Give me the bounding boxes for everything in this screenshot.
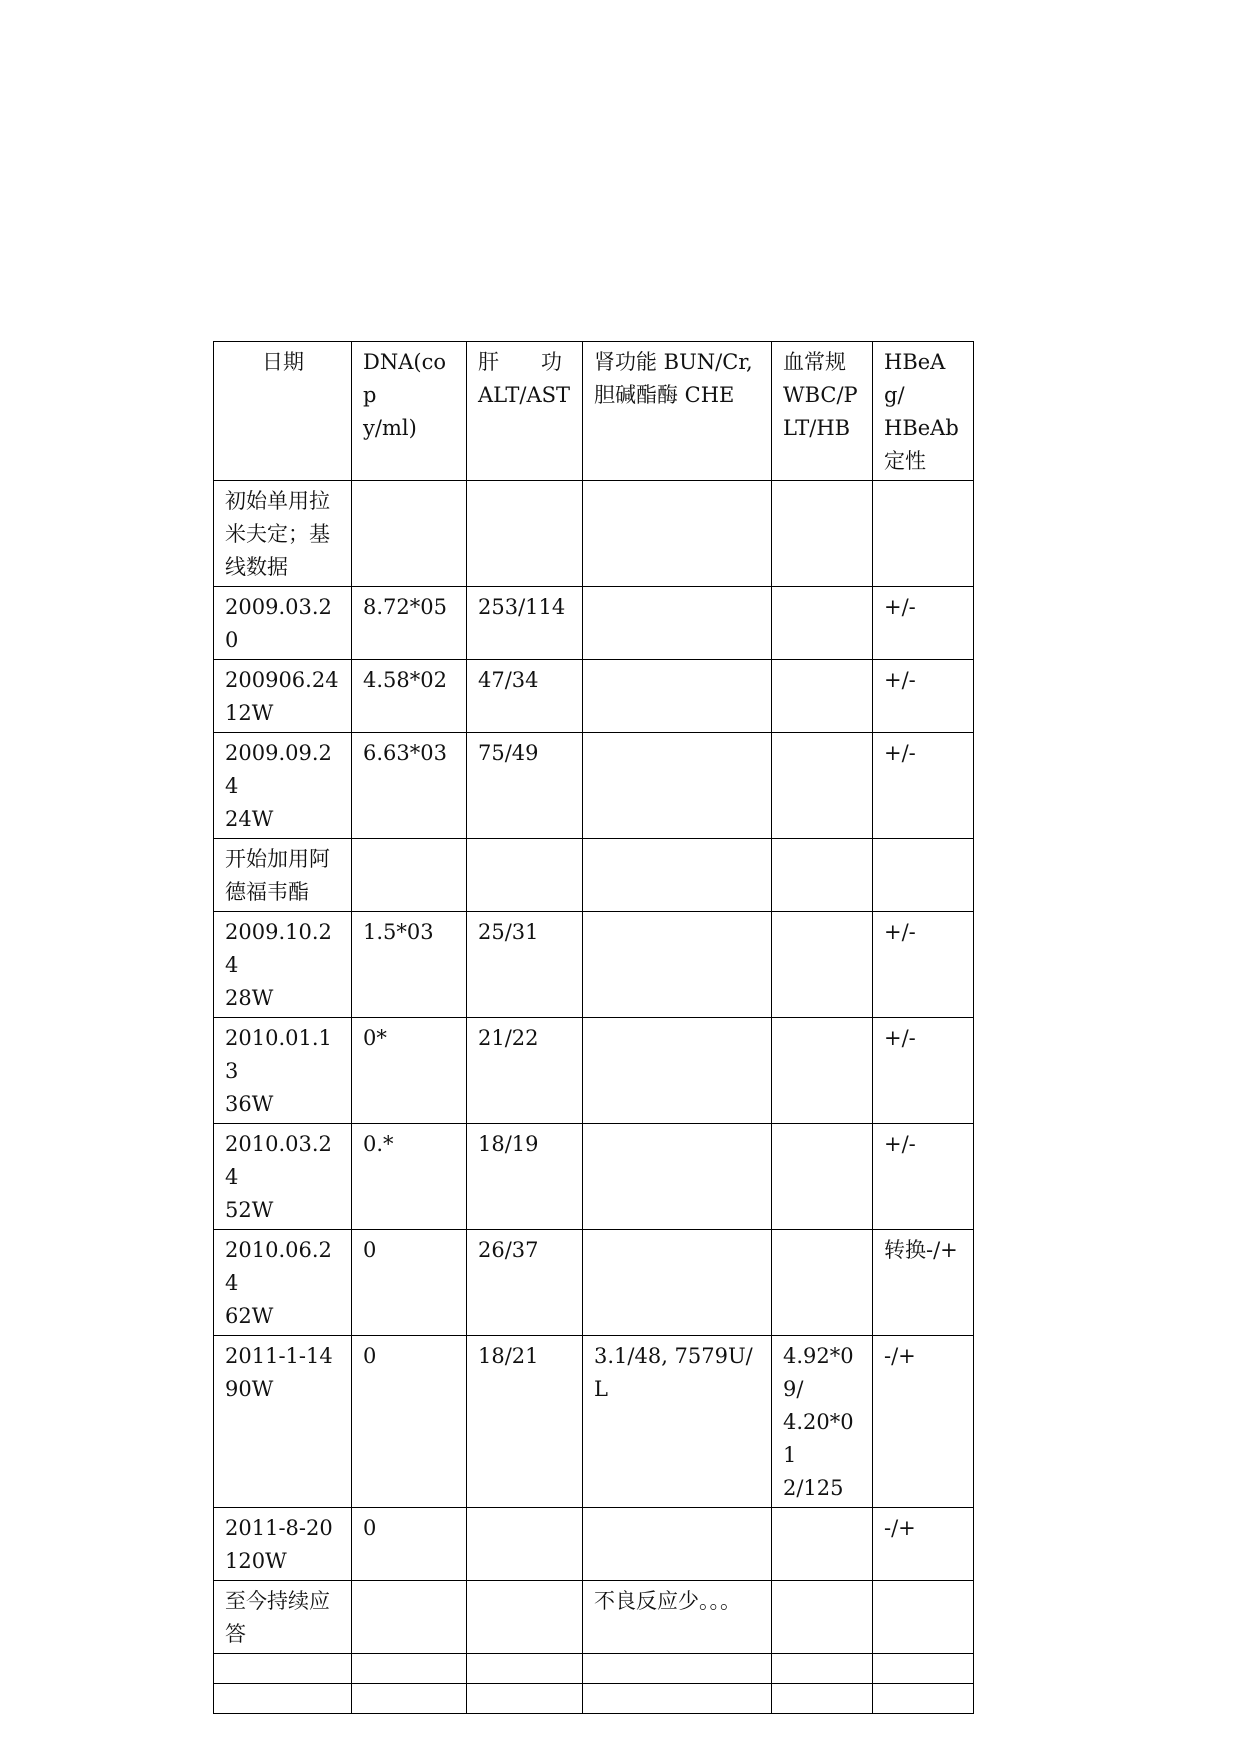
cell-line: 2009.10.24 [225, 920, 332, 977]
cell-liver [467, 1018, 583, 1124]
cell-dna [352, 1124, 467, 1230]
cell-hbe [873, 839, 974, 912]
cell-liver [467, 1581, 583, 1654]
cell-line: ALT/AST [478, 383, 571, 407]
cell-date [214, 733, 352, 839]
cell-date [214, 1018, 352, 1124]
table-row [214, 1508, 974, 1581]
cell-date [214, 1684, 352, 1714]
cell-line: 定性 [884, 449, 926, 473]
cell-line: 德福韦酯 [225, 880, 309, 904]
cell-blood [772, 1684, 873, 1714]
cell-liver [467, 912, 583, 1018]
cell-hbe [873, 1230, 974, 1336]
header-cell-liver [467, 342, 583, 481]
cell-kidney [583, 587, 772, 660]
cell-date [214, 1230, 352, 1336]
table-row [214, 481, 974, 587]
header-cell-hbe [873, 342, 974, 481]
cell-line: 初始单用拉 [225, 489, 330, 513]
cell-line: 2/125 [783, 1476, 844, 1500]
cell-blood [772, 1230, 873, 1336]
cell-text: 4.58*02 [363, 668, 447, 692]
header-cell-blood [772, 342, 873, 481]
cell-text: 转换-/+ [884, 1238, 958, 1262]
cell-hbe [873, 1124, 974, 1230]
cell-text: 47/34 [478, 668, 539, 692]
cell-hbe [873, 1018, 974, 1124]
cell-dna [352, 481, 467, 587]
cell-line: 日期 [262, 350, 304, 374]
cell-text: +/- [884, 668, 916, 692]
cell-blood [772, 1581, 873, 1654]
cell-liver [467, 481, 583, 587]
cell-kidney [583, 733, 772, 839]
table-row [214, 733, 974, 839]
table-row [214, 660, 974, 733]
cell-kidney [583, 660, 772, 733]
cell-line: 2011-1-14 [225, 1344, 333, 1368]
cell-date [214, 1124, 352, 1230]
cell-liver [467, 1124, 583, 1230]
cell-dna [352, 1230, 467, 1336]
cell-line: 2009.09.24 [225, 741, 332, 798]
cell-blood [772, 912, 873, 1018]
cell-blood [772, 733, 873, 839]
cell-line: 36W [225, 1092, 274, 1116]
cell-line: 至今持续应 [225, 1589, 330, 1613]
cell-line: 胆碱酯酶 CHE [594, 383, 735, 407]
table-row [214, 1018, 974, 1124]
cell-blood [772, 481, 873, 587]
cell-hbe [873, 660, 974, 733]
cell-text: 25/31 [478, 920, 539, 944]
cell-line: 2011-8-20 [225, 1516, 333, 1540]
cell-dna [352, 587, 467, 660]
cell-line: 开始加用阿 [225, 847, 330, 871]
cell-text: 8.72*05 [363, 595, 447, 619]
cell-liver [467, 1654, 583, 1684]
cell-text: +/- [884, 595, 916, 619]
cell-liver [467, 1336, 583, 1508]
cell-hbe [873, 587, 974, 660]
table-row [214, 839, 974, 912]
cell-hbe [873, 733, 974, 839]
cell-text: -/+ [884, 1516, 916, 1540]
cell-kidney [583, 1230, 772, 1336]
cell-line: 200906.24 [225, 668, 339, 692]
cell-line: 24W [225, 807, 274, 831]
cell-text: -/+ [884, 1344, 916, 1368]
cell-text: 0.* [363, 1132, 394, 1156]
cell-blood [772, 1124, 873, 1230]
cell-hbe [873, 1336, 974, 1508]
cell-kidney [583, 481, 772, 587]
table-body [214, 342, 974, 1714]
cell-blood [772, 1336, 873, 1508]
cell-dna [352, 660, 467, 733]
cell-hbe [873, 1684, 974, 1714]
cell-line: 肾功能 BUN/Cr, [594, 350, 753, 374]
cell-line: LT/HB [783, 416, 851, 440]
cell-text: 75/49 [478, 741, 539, 765]
cell-text: 26/37 [478, 1238, 539, 1262]
header-cell-kidney [583, 342, 772, 481]
cell-line: 62W [225, 1304, 274, 1328]
cell-line: HBeAb [884, 416, 959, 440]
cell-text: 0 [363, 1238, 377, 1262]
cell-line: 52W [225, 1198, 274, 1222]
cell-date [214, 1654, 352, 1684]
cell-dna [352, 1684, 467, 1714]
cell-text: 18/19 [478, 1132, 539, 1156]
cell-blood [772, 839, 873, 912]
cell-text: 0 [363, 1516, 377, 1540]
treatment-table [213, 341, 974, 1714]
cell-line: 答 [225, 1622, 246, 1646]
cell-kidney [583, 1684, 772, 1714]
cell-line: 血常规 [783, 350, 846, 374]
header-cell-dna [352, 342, 467, 481]
cell-line: HBeAg/ [884, 350, 946, 407]
table-row [214, 1684, 974, 1714]
cell-kidney [583, 1336, 772, 1508]
header-cell-date [214, 342, 352, 481]
cell-line: 120W [225, 1549, 287, 1573]
cell-liver [467, 660, 583, 733]
cell-dna [352, 1654, 467, 1684]
cell-liver [467, 1508, 583, 1581]
cell-hbe [873, 912, 974, 1018]
cell-dna [352, 912, 467, 1018]
cell-text: 3.1/48, 7579U/L [594, 1344, 753, 1401]
cell-line: 28W [225, 986, 274, 1010]
cell-date [214, 481, 352, 587]
cell-date [214, 1581, 352, 1654]
cell-date [214, 839, 352, 912]
cell-kidney [583, 1508, 772, 1581]
cell-line: 米夫定；基 [225, 522, 330, 546]
cell-line: 12W [225, 701, 274, 725]
cell-liver [467, 1230, 583, 1336]
cell-line: 2009.03.20 [225, 595, 332, 652]
cell-line: WBC/P [783, 383, 858, 407]
cell-line: 2010.06.24 [225, 1238, 332, 1295]
cell-text: 21/22 [478, 1026, 539, 1050]
cell-blood [772, 1654, 873, 1684]
cell-text: 253/114 [478, 595, 566, 619]
cell-liver [467, 1684, 583, 1714]
cell-kidney [583, 1654, 772, 1684]
cell-text: 不良反应少。。。 [594, 1589, 741, 1613]
cell-blood [772, 660, 873, 733]
cell-hbe [873, 481, 974, 587]
cell-text: +/- [884, 741, 916, 765]
header-row [214, 342, 974, 481]
cell-hbe [873, 1581, 974, 1654]
cell-text: +/- [884, 1026, 916, 1050]
cell-date [214, 660, 352, 733]
cell-line: 4.92*09/ [783, 1344, 854, 1401]
cell-line: 90W [225, 1377, 274, 1401]
table-row [214, 912, 974, 1018]
cell-kidney [583, 839, 772, 912]
cell-date [214, 587, 352, 660]
cell-kidney [583, 1018, 772, 1124]
cell-liver [467, 839, 583, 912]
cell-text: +/- [884, 1132, 916, 1156]
table-row [214, 1230, 974, 1336]
cell-liver [467, 733, 583, 839]
table-row [214, 1124, 974, 1230]
table-row [214, 1581, 974, 1654]
cell-line: 2010.01.13 [225, 1026, 332, 1083]
cell-kidney [583, 1124, 772, 1230]
cell-text: +/- [884, 920, 916, 944]
table-row [214, 587, 974, 660]
cell-date [214, 912, 352, 1018]
cell-dna [352, 839, 467, 912]
cell-text: 6.63*03 [363, 741, 447, 765]
cell-blood [772, 1018, 873, 1124]
cell-text: 0* [363, 1026, 387, 1050]
cell-liver [467, 587, 583, 660]
cell-line: 线数据 [225, 555, 288, 579]
cell-hbe [873, 1654, 974, 1684]
table-row [214, 1336, 974, 1508]
cell-line: 4.20*01 [783, 1410, 854, 1467]
cell-blood [772, 587, 873, 660]
cell-text: 0 [363, 1344, 377, 1368]
cell-dna [352, 1336, 467, 1508]
cell-line: 肝 功 [478, 350, 562, 374]
cell-dna [352, 1581, 467, 1654]
cell-dna [352, 1018, 467, 1124]
cell-line: 2010.03.24 [225, 1132, 332, 1189]
cell-dna [352, 733, 467, 839]
cell-blood [772, 1508, 873, 1581]
cell-text: 1.5*03 [363, 920, 434, 944]
cell-hbe [873, 1508, 974, 1581]
table-row [214, 1654, 974, 1684]
cell-dna [352, 1508, 467, 1581]
cell-kidney [583, 1581, 772, 1654]
cell-date [214, 1336, 352, 1508]
cell-text: 18/21 [478, 1344, 539, 1368]
cell-date [214, 1508, 352, 1581]
cell-line: y/ml) [363, 416, 417, 440]
cell-kidney [583, 912, 772, 1018]
cell-line: DNA(cop [363, 350, 446, 407]
